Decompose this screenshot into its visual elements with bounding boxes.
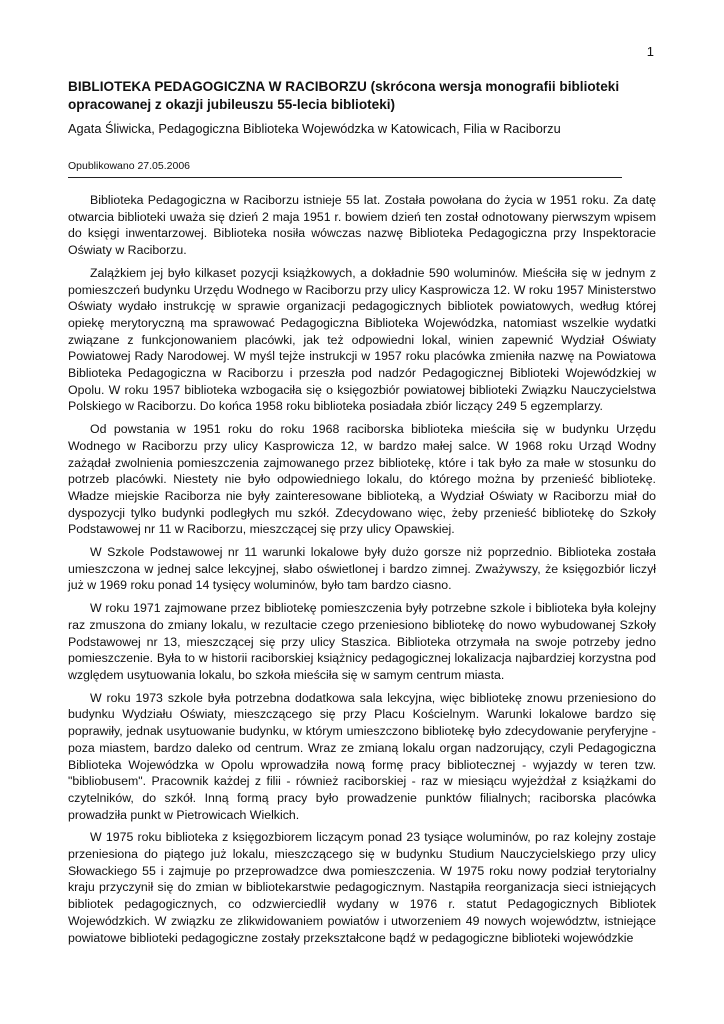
paragraph: W roku 1971 zajmowane przez bibliotekę pomieszczenia były potrzebne szkole i biblioteka była kolejny raz zmuszona do zmiany lokalu, w rezultacie czego przeniesiono bibliotekę do nowo wybudowanej Szkoły Podstawowej nr 13, mieszczącej się przy ulicy Staszica. Biblioteka otrzymała na swoje potrzeby jedno pomieszczenie. Była to w historii raciborskiej książnicy pedagogicznej lokalizacja najbardziej korzystna pod względem usytuowania lokalu, bo szkoła mieściła się w samym centrum miasta.: [68, 601, 656, 682]
page-number: 1: [646, 44, 654, 59]
paragraph: Od powstania w 1951 roku do roku 1968 raciborska biblioteka mieściła się w budynku Urzędu Wodnego w Raciborzu przy ulicy Kasprowicza 12, w bardzo małej salce. W 1968 roku Urząd Wodny zażądał zwolnienia pomieszczenia zajmowanego przez bibliotekę, które i tak było za małe w stosunku do potrzeb placówki. Niestety nie było odpowiedniego lokalu, do którego można by przenieść bibliotekę. Władze miejskie Raciborza nie były zainteresowane biblioteką, a Wydział Oświaty w Raciborzu miał do dyspozycji tylko budynki podległych mu szkół. Zdecydowano więc, żeby przenieść bibliotekę do Szkoły Podstawowej nr 11 w Raciborzu, mieszczącej się przy ulicy Opawskiej.: [68, 422, 656, 537]
paragraph: W roku 1973 szkole była potrzebna dodatkowa sala lekcyjna, więc bibliotekę znowu przeniesiono do budynku Wydziału Oświaty, mieszczącego się przy Placu Kościelnym. Warunki lokalowe bardzo się poprawiły, jednak usytuowanie budynku, w którym umieszczono bibliotekę było zdecydowanie peryferyjne - poza miastem, bardzo daleko od centrum. Wraz ze zmianą lokalu organ nadzorujący, czyli Pedagogiczna Biblioteka Wojewódzka w Opolu wprowadziła nową formę pracy bibliotecznej - wyjazdy w teren tzw. "bibliobusem". Pracownik każdej z filii - również raciborskiej - raz w miesiącu wyjeżdżał z książkami do czytelników, do szkół. Inną formą pracy było prowadzenie punktów filialnych; raciborska placówka prowadziła punkt w Pietrowicach Wielkich.: [68, 690, 656, 822]
header-divider: [68, 177, 622, 178]
paragraph: Biblioteka Pedagogiczna w Raciborzu istnieje 55 lat. Została powołana do życia w 1951 roku. Za datę otwarcia biblioteki uważa się dzień 2 maja 1951 r. bowiem dzień ten został odnotowany pierwszym wpisem do księgi inwentarzowej. Biblioteka nosiła wówczas nazwę Biblioteka Pedagogiczna przy Inspektoracie Oświaty w Raciborzu.: [68, 193, 656, 258]
paragraph: W Szkole Podstawowej nr 11 warunki lokalowe były dużo gorsze niż poprzednio. Biblioteka została umieszczona w jednej salce lekcyjnej, słabo oświetlonej i bardzo zimnej. Zważywszy, że księgozbiór liczył już w 1969 roku ponad 14 tysięcy woluminów, było tam bardzo ciasno.: [68, 545, 656, 593]
document-title: BIBLIOTEKA PEDAGOGICZNA W RACIBORZU (skrócona wersja monografii biblioteki opracowanej z okazji jubileuszu 55-lecia biblioteki): [68, 79, 620, 112]
author-line: Agata Śliwicka, Pedagogiczna Biblioteka Wojewódzka w Katowicach, Filia w Raciborzu: [68, 121, 561, 136]
paragraph: W 1975 roku biblioteka z księgozbiorem liczącym ponad 23 tysiące woluminów, po raz kolejny zostaje przeniesiona do piątego już lokalu, mieszczącego się w budynku Studium Nauczycielskiego przy ulicy Słowackiego 55 i zajmuje po przeprowadzce dwa pomieszczenia. W 1975 roku nowy podział terytorialny kraju przyczynił się do zmian w bibliotekarstwie pedagogicznym. Nastąpiła reorganizacja sieci istniejących bibliotek pedagogicznych, co odzwierciedlił wydany w 1976 r. statut Pedagogicznych Bibliotek Wojewódzkich. W związku ze zlikwidowaniem powiatów i utworzeniem 49 nowych województw, istniejące powiatowe biblioteki pedagogiczne zostały przekształcone bądź w pedagogiczne biblioteki wojewódzkie: [68, 830, 656, 945]
body-text: [68, 192, 656, 946]
publication-date: Opublikowano 27.05.2006: [68, 160, 191, 172]
paragraph: Zalążkiem jej było kilkaset pozycji książkowych, a dokładnie 590 woluminów. Mieściła się w jednym z pomieszczeń budynku Urzędu Wodnego w Raciborzu przy ulicy Kasprowicza 12. W roku 1957 Ministerstwo Oświaty wydało instrukcję w sprawie organizacji pedagogicznych bibliotek powiatowych, według której opiekę merytoryczną ma sprawować Pedagogiczna Biblioteka Wojewódzka, natomiast wszelkie wydatki związane z funkcjonowaniem placówki, jak też odpowiedni lokal, winien zapewnić Wydział Oświaty Powiatowej Rady Narodowej. W myśl tejże instrukcji w 1957 roku placówka zmieniła nazwę na Powiatowa Biblioteka Pedagogiczna w Raciborzu i przeszła pod nadzór Pedagogicznej Biblioteki Wojewódzkiej w Opolu. W roku 1957 biblioteka wzbogaciła się o księgozbiór powiatowej biblioteki Związku Nauczycielstwa Polskiego w Raciborzu. Do końca 1958 roku biblioteka posiadała zbiór liczący 249 5 egzemplarzy.: [68, 265, 656, 414]
